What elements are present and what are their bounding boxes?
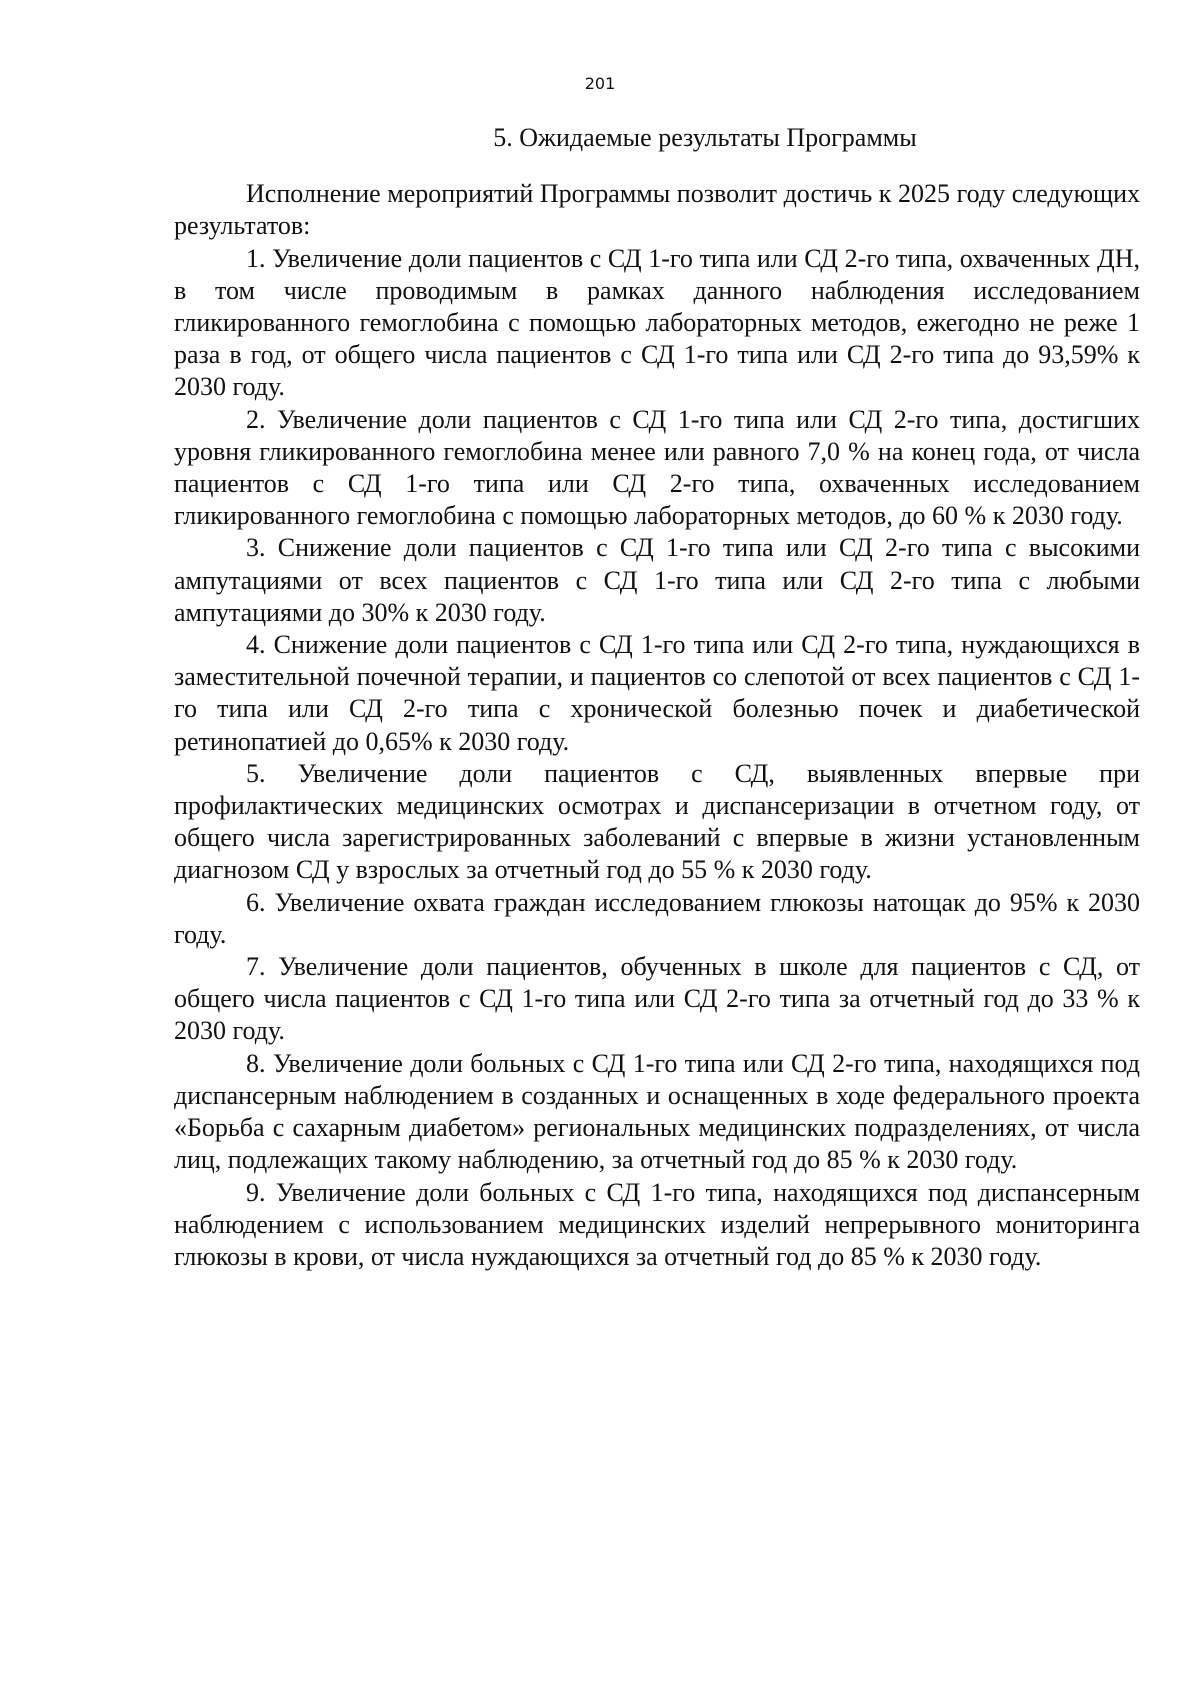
- result-item: [174, 758, 1140, 887]
- result-item-number: 1.: [246, 243, 266, 273]
- result-item-number: 7.: [246, 952, 266, 982]
- result-item-text: Увеличение доли больных с СД 1-го типа, находящихся под диспансерным наблюдением с использованием медицинских изделий непрерывного мониторинга глюкозы в крови, от числа нуждающихся за отчетный год до 85 % к 2030 году.: [174, 1177, 1140, 1271]
- result-item-text: Увеличение доли больных с СД 1-го типа или СД 2-го типа, находящихся под диспансерным наблюдением в созданных и оснащенных в ходе федерального проекта «Борьба с сахарным диабетом» региональных медицинских подразделениях, от числа лиц, подлежащих такому наблюдению, за отчетный год до 85 % к 2030 году.: [174, 1048, 1140, 1175]
- result-item-number: 6.: [246, 887, 266, 917]
- result-item: [174, 629, 1140, 758]
- result-item-text: Снижение доли пациентов с СД 1-го типа или СД 2-го типа, нуждающихся в заместительной почечной терапии, и пациентов со слепотой от всех пациентов с СД 1-го типа или СД 2-го типа с хронической болезнью почек и диабетической ретинопатией до 0,65% к 2030 году.: [174, 630, 1141, 756]
- results-list: [174, 243, 1140, 1274]
- result-item-number: 8.: [246, 1048, 266, 1078]
- result-item-number: 2.: [246, 404, 266, 434]
- result-item-text: Увеличение доли пациентов с СД 1-го типа или СД 2-го типа, достигших уровня гликированного гемоглобина менее или равного 7,0 % на конец года, от числа пациентов с СД 1-го типа или СД 2-го типа, охваченных исследованием гликированного гемоглобина с помощью лабораторных методов, до 60 % к 2030 году.: [174, 404, 1141, 531]
- result-item-number: 9.: [246, 1177, 266, 1207]
- result-item-text: Увеличение охвата граждан исследованием глюкозы натощак до 95% к 2030 году.: [174, 887, 1141, 949]
- result-item-text: Снижение доли пациентов с СД 1-го типа или СД 2-го типа с высокими ампутациями от всех пациентов с СД 1-го типа или СД 2-го типа с любыми ампутациями до 30% к 2030 году.: [174, 533, 1141, 627]
- result-item: [174, 951, 1140, 1048]
- result-item-number: 5.: [246, 758, 266, 788]
- result-item-text: Увеличение доли пациентов с СД, выявленных впервые при профилактических медицинских осмотрах и диспансеризации в отчетном году, от общего числа зарегистрированных заболеваний с впервые в жизни установленным диагнозом СД у взрослых за отчетный год до 55 % к 2030 году.: [174, 758, 1141, 885]
- page-number: 201: [584, 74, 616, 93]
- result-item-number: 4.: [246, 630, 266, 660]
- section-title: 5. Ожидаемые результаты Программы: [493, 123, 917, 152]
- result-item: [174, 1048, 1140, 1177]
- result-item-text: Увеличение доли пациентов, обученных в школе для пациентов с СД, от общего числа пациентов с СД 1-го типа или СД 2-го типа за отчетный год до 33 % к 2030 году.: [174, 952, 1140, 1046]
- result-item-number: 3.: [246, 533, 266, 563]
- result-item-text: Увеличение доли пациентов с СД 1-го типа или СД 2-го типа, охваченных ДН, в том числе проводимым в рамках данного наблюдения исследованием гликированного гемоглобина с помощью лабораторных методов, ежегодно не реже 1 раза в год, от общего числа пациентов с СД 1-го типа или СД 2-го типа до 93,59% к 2030 году.: [174, 243, 1141, 402]
- result-item: [174, 404, 1140, 533]
- result-item: [174, 887, 1140, 951]
- result-item: [174, 1177, 1140, 1274]
- document-body: [174, 122, 1140, 1273]
- result-item: [174, 243, 1140, 404]
- intro-paragraph: Исполнение мероприятий Программы позволит достичь к 2025 году следующих результатов:: [174, 179, 1140, 241]
- result-item: [174, 532, 1140, 629]
